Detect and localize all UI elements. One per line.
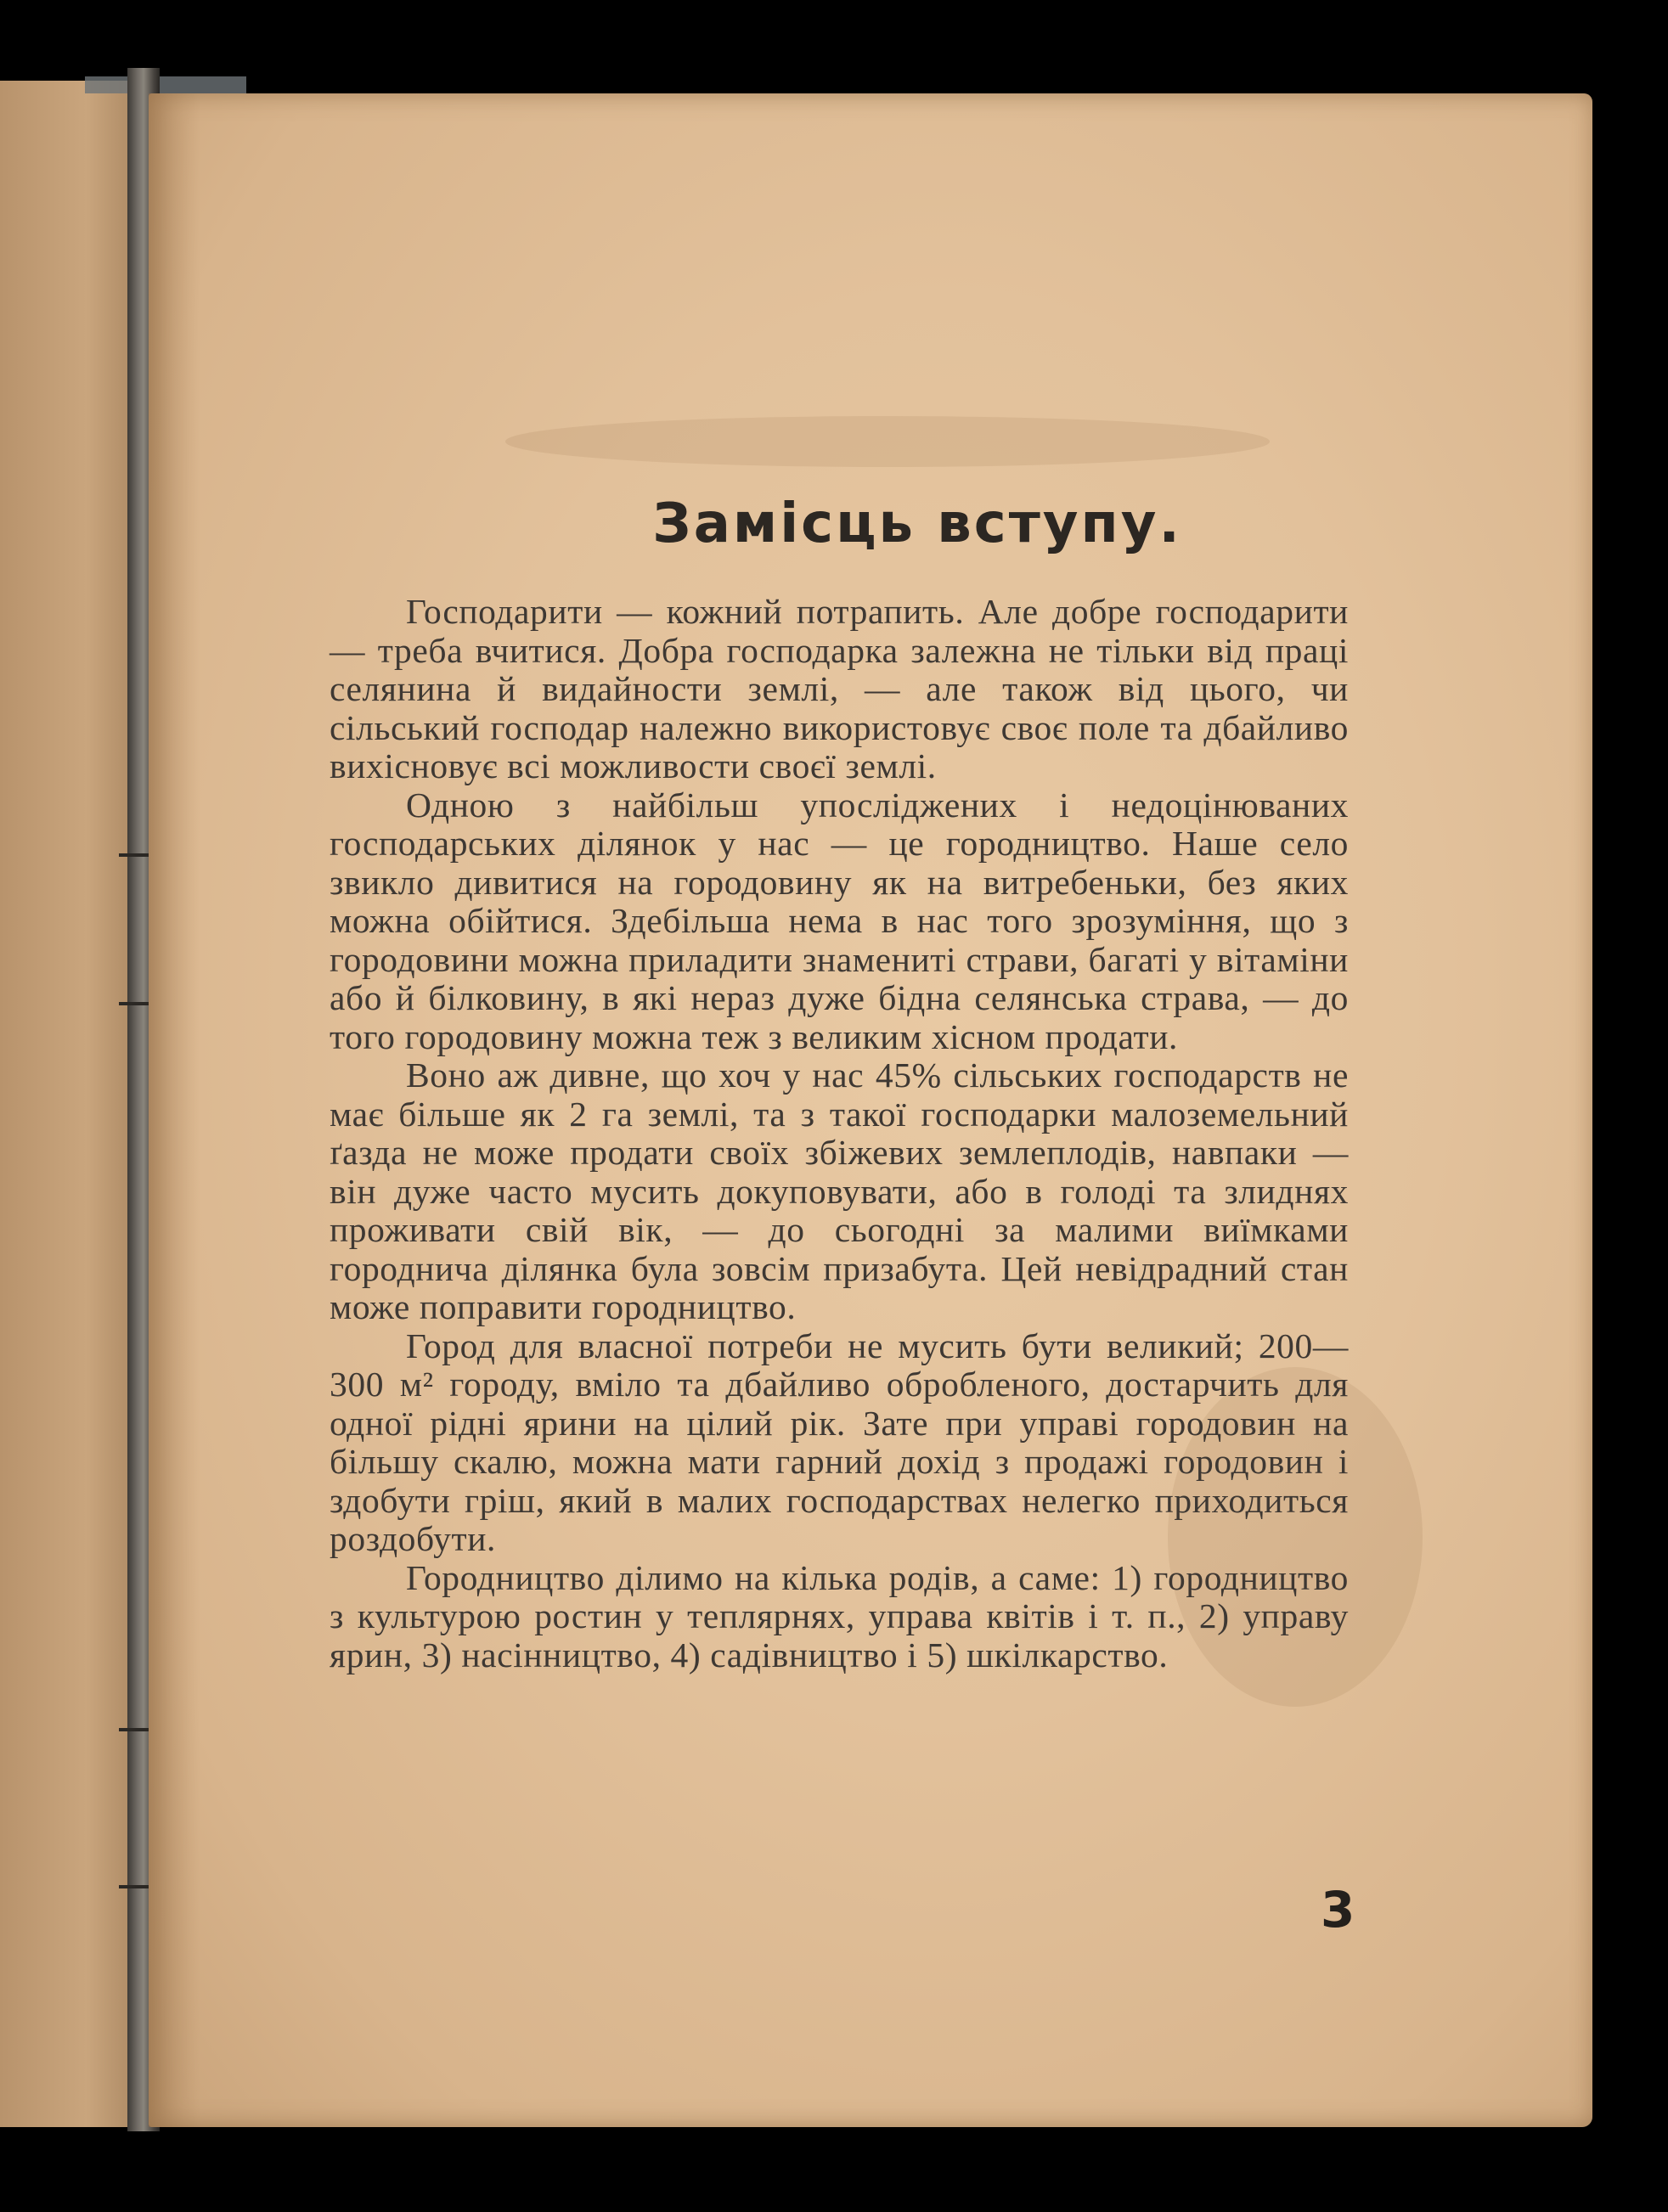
paper-stain xyxy=(505,416,1270,467)
paragraph: Господарити — кожний потрапить. Але добре господарити — треба вчитися. Добра господарка залежна не тільки від праці селянина й видайности землі, — але також від цього, чи сільський господар належно використовує своє поле та дбайливо вихісновує всі можливости своєї землі. xyxy=(330,592,1349,785)
page-title: Замісць вступу. xyxy=(652,492,1182,555)
paragraph: Городництво ділимо на кілька родів, а саме: 1) городництво з культурою ростин у теплярнях, управа квітів і т. п., 2) управу ярин, 3) насінництво, 4) садівництво і 5) шкілкарство. xyxy=(330,1557,1349,1674)
paragraph: Город для власної потреби не мусить бути великий; 200—300 м² городу, вміло та дбайливо обробленого, достарчить для одної рідні ярини на цілий рік. Зате при управі городовин на більшу скалю, можна мати гарний дохід з продажі городовин і здобути гріш, який в малих господарствах нелегко приходиться роздобути. xyxy=(330,1326,1349,1558)
spine-tape xyxy=(85,76,246,93)
gutter-shadow xyxy=(149,93,200,2127)
body-text xyxy=(330,593,1349,1674)
left-page-edge xyxy=(0,81,144,2127)
page-number: 3 xyxy=(1321,1881,1355,1939)
paragraph: Воно аж дивне, що хоч у нас 45% сільських господарств не має більше як 2 га землі, та з такої господарки малоземельний ґазда не може продати своїх збіжевих землеплодів, навпаки — він дуже часто мусить докуповувати, або в голоді та злиднях проживати свій вік, — до сьогодні за малими виїмками городнича ділянка була зовсім призабута. Цей невідрадний стан може поправити городництво. xyxy=(330,1055,1349,1326)
paragraph: Одною з найбільш упосліджених і недоцінюваних господарських ділянок у нас — це городництво. Наше село звикло дивитися на городовину як на витребеньки, без яких можна обійтися. Здебільша нема в нас того зрозуміння, що з городовини можна приладити знамениті страви, багаті у вітаміни або й білковину, в які нераз дуже бідна селянська страва, — до того городовину можна теж з великим хісном продати. xyxy=(330,785,1349,1056)
book-page xyxy=(149,93,1592,2127)
